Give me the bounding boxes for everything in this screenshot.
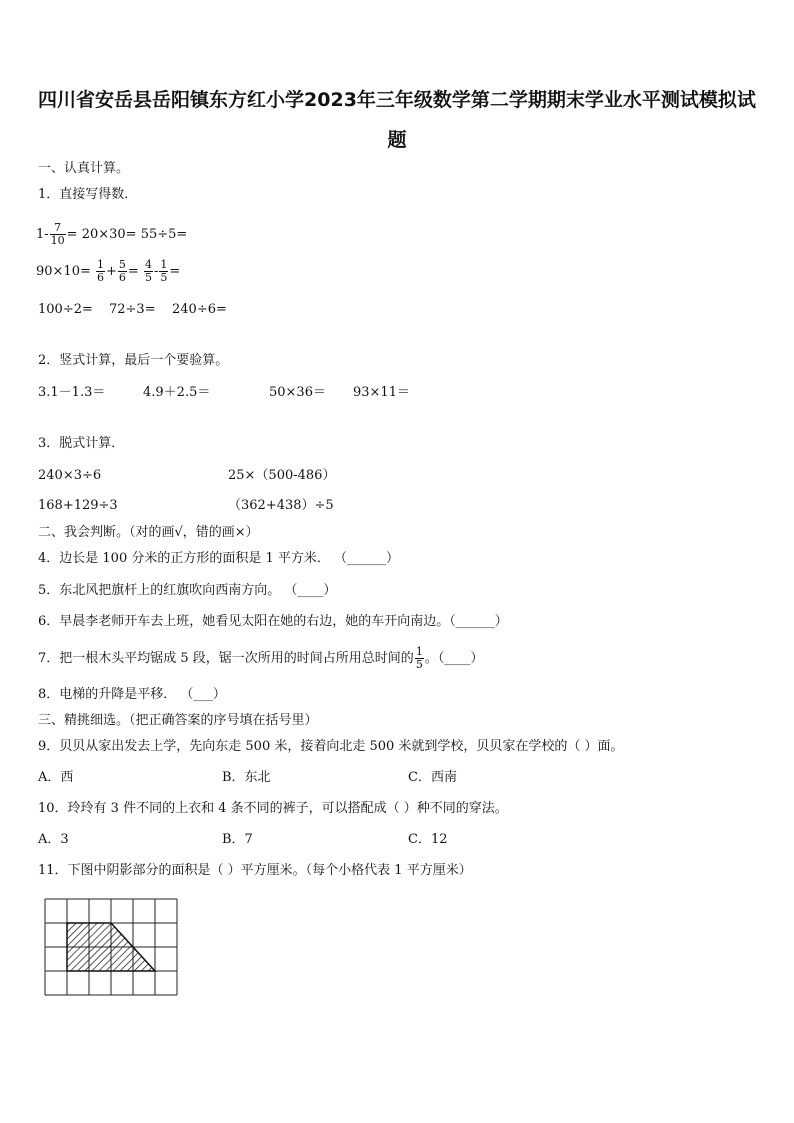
fraction-denominator: 6 (118, 271, 126, 284)
fraction-1-5 (159, 259, 168, 284)
q10-option-b: B．7 (222, 832, 253, 847)
fraction-denominator: 6 (97, 271, 105, 284)
fraction-4-5 (144, 259, 153, 284)
q5-text: 5．东北风把旗杆上的红旗吹向西南方向。 （____） (38, 583, 337, 598)
q11-text: 11．下图中阴影部分的面积是（ ）平方厘米。（每个小格代表 1 平方厘米） (38, 863, 472, 878)
q4-text: 4．边长是 100 分米的正方形的面积是 1 平方米． （______） (38, 551, 400, 566)
q7-before: 7．把一根木头平均锯成 5 段，锯一次所用的时间占所用总时间的 (38, 651, 414, 666)
fraction-numerator: 1 (415, 645, 423, 658)
q8-text: 8．电梯的升降是平移． （___） (38, 687, 226, 702)
q7-after: 。（____） (424, 651, 484, 666)
fraction-denominator: 10 (50, 234, 65, 247)
fraction-numerator: 1 (160, 258, 168, 271)
q10-text: 10．玲玲有 3 件不同的上衣和 4 条不同的裤子，可以搭配成（ ）种不同的穿法。 (38, 801, 508, 816)
q3-label: 3．脱式计算． (38, 436, 125, 451)
q1-row1-rest: = 20×30= 55÷5= (66, 227, 188, 242)
q7-text (38, 646, 483, 672)
q2-item-3: 50×36＝ (269, 385, 326, 400)
minus-sign: - (153, 264, 159, 279)
document-title-line2: 题 (387, 129, 407, 151)
q1-row2-prefix: 90×10= (36, 264, 91, 279)
fraction-5-6 (118, 259, 127, 284)
fraction-numerator: 7 (50, 222, 66, 235)
q2-item-4: 93×11＝ (353, 385, 410, 400)
fraction-1-5 (415, 646, 424, 671)
plus-sign: + (106, 264, 117, 279)
q1-row3-item-1: 100÷2= (38, 302, 93, 317)
q3-item-4: （362+438）÷5 (228, 498, 334, 513)
fraction-numerator: 1 (97, 258, 105, 271)
equals-sign: = (127, 264, 139, 279)
q3-item-1: 240×3÷6 (38, 468, 102, 483)
section1-heading: 一、认真计算。 (38, 161, 130, 176)
q1-row3-item-2: 72÷3= (109, 302, 156, 317)
q10-option-a: A．3 (38, 832, 69, 847)
section2-heading: 二、我会判断。（对的画√，错的画×） (38, 525, 259, 540)
q2-item-2: 4.9＋2.5＝ (143, 385, 211, 400)
q1-label: 1．直接写得数． (38, 187, 138, 202)
q1-row2 (36, 259, 180, 284)
document-title-line1: 四川省安岳县岳阳镇东方红小学2023年三年级数学第二学期期末学业水平测试模拟试 (38, 89, 756, 111)
q3-item-2: 25×（500-486） (228, 468, 336, 483)
equals-sign: = (169, 264, 181, 279)
fraction-1-6 (96, 259, 105, 284)
q6-text: 6．早晨李老师开车去上班，她看见太阳在她的右边，她的车开向南边。（______） (38, 614, 508, 629)
fraction-denominator: 5 (415, 658, 423, 671)
section3-heading: 三、精挑细选。（把正确答案的序号填在括号里） (38, 713, 318, 728)
q3-item-3: 168+129÷3 (38, 498, 118, 513)
area-grid-figure (44, 898, 180, 1000)
q9-text: 9．贝贝从家出发去上学，先向东走 500 米，接着向北走 500 米就到学校，贝贝家在学校的（ ）面。 (38, 739, 624, 754)
fraction-denominator: 5 (160, 271, 168, 284)
q2-label: 2．竖式计算，最后一个要验算。 (38, 353, 229, 368)
fraction-denominator: 5 (144, 271, 152, 284)
q9-option-b: B．东北 (222, 770, 271, 785)
fraction-7-10 (50, 222, 66, 247)
q2-item-1: 3.1－1.3＝ (38, 385, 106, 400)
q1-row1 (36, 222, 187, 247)
q1-row1-prefix: 1- (36, 227, 49, 242)
q9-option-a: A．西 (38, 770, 74, 785)
fraction-numerator: 5 (118, 258, 126, 271)
q9-option-c: C．西南 (408, 770, 457, 785)
q1-row3-item-3: 240÷6= (172, 302, 227, 317)
fraction-numerator: 4 (144, 258, 152, 271)
q10-option-c: C．12 (408, 832, 448, 847)
